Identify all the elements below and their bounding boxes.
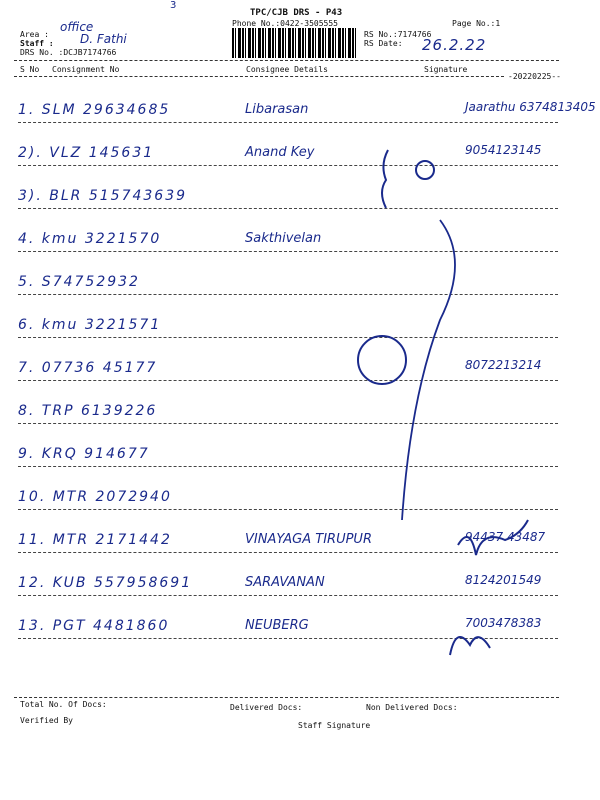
consignment-number: 7. 07736 45177 — [18, 360, 158, 376]
consignment-number: 10. MTR 2072940 — [18, 489, 172, 505]
verified-by: Verified By — [20, 716, 73, 725]
signature-scribble — [458, 520, 528, 555]
signature-note: 7003478383 — [465, 616, 542, 630]
area-handwritten: office — [60, 20, 94, 34]
rs-number: RS No.:7174766 — [364, 30, 432, 39]
non-delivered-docs: Non Delivered Docs: — [366, 703, 458, 712]
staff-handwritten: D. Fathi — [80, 32, 127, 46]
signature-note: Jaarathu 6374813405 — [465, 100, 596, 114]
signature-note: 94437 43487 — [465, 530, 546, 544]
phone-number: Phone No.:0422-3505555 — [232, 19, 338, 28]
consignment-number: 4. kmu 3221570 — [18, 231, 162, 247]
col-signature: Signature — [424, 65, 468, 74]
document-title: TPC/CJB DRS - P43 — [250, 8, 343, 18]
signature-note: 8072213214 — [465, 358, 542, 372]
consignment-number: 2). VLZ 145631 — [18, 145, 155, 161]
signature-note: 9054123145 — [465, 143, 542, 157]
consignment-number: 8. TRP 6139226 — [18, 403, 158, 419]
consignment-number: 11. MTR 2171442 — [18, 532, 172, 548]
consignee-name: SARAVANAN — [245, 575, 325, 590]
consignee-name: VINAYAGA TIRUPUR — [245, 532, 372, 547]
total-docs: Total No. Of Docs: — [20, 700, 107, 709]
consignment-number: 9. KRQ 914677 — [18, 446, 150, 462]
drs-number: DRS No. :DCJB7174766 — [20, 48, 117, 57]
rs-date-label: RS Date: — [364, 39, 403, 48]
staff-signature: Staff Signature — [298, 721, 371, 730]
col-consignee: Consignee Details — [246, 65, 328, 74]
consignee-name: Sakthivelan — [245, 231, 322, 246]
date-stamp: -20220225-- — [508, 72, 561, 81]
staff-label: Staff : — [20, 39, 54, 48]
consignment-number: 12. KUB 557958691 — [18, 575, 193, 591]
consignee-name: NEUBERG — [245, 618, 309, 633]
footer-divider — [14, 697, 559, 698]
consignment-number: 5. S74752932 — [18, 274, 140, 290]
long-stroke — [402, 220, 455, 520]
consignment-number: 1. SLM 29634685 — [18, 102, 171, 118]
area-label: Area : — [20, 30, 49, 39]
delivered-docs: Delivered Docs: — [230, 703, 303, 712]
page-number: Page No.:1 — [452, 19, 501, 28]
consignment-number: 3). BLR 515743639 — [18, 188, 188, 204]
col-sno: S No — [20, 65, 40, 74]
bracket-mark — [382, 150, 388, 208]
circled-two — [416, 161, 434, 179]
col-consignment: Consignment No — [52, 65, 120, 74]
consignee-name: Libarasan — [245, 102, 309, 117]
consignment-number: 13. PGT 4481860 — [18, 618, 170, 634]
circled-mark — [358, 336, 406, 384]
page-mark: 3 — [170, 0, 177, 11]
signature-scribble-2 — [450, 637, 490, 655]
signature-note: 8124201549 — [465, 573, 542, 587]
consignment-number: 6. kmu 3221571 — [18, 317, 162, 333]
consignee-name: Anand Key — [245, 145, 315, 160]
rs-date-value: 26.2.22 — [422, 36, 487, 54]
